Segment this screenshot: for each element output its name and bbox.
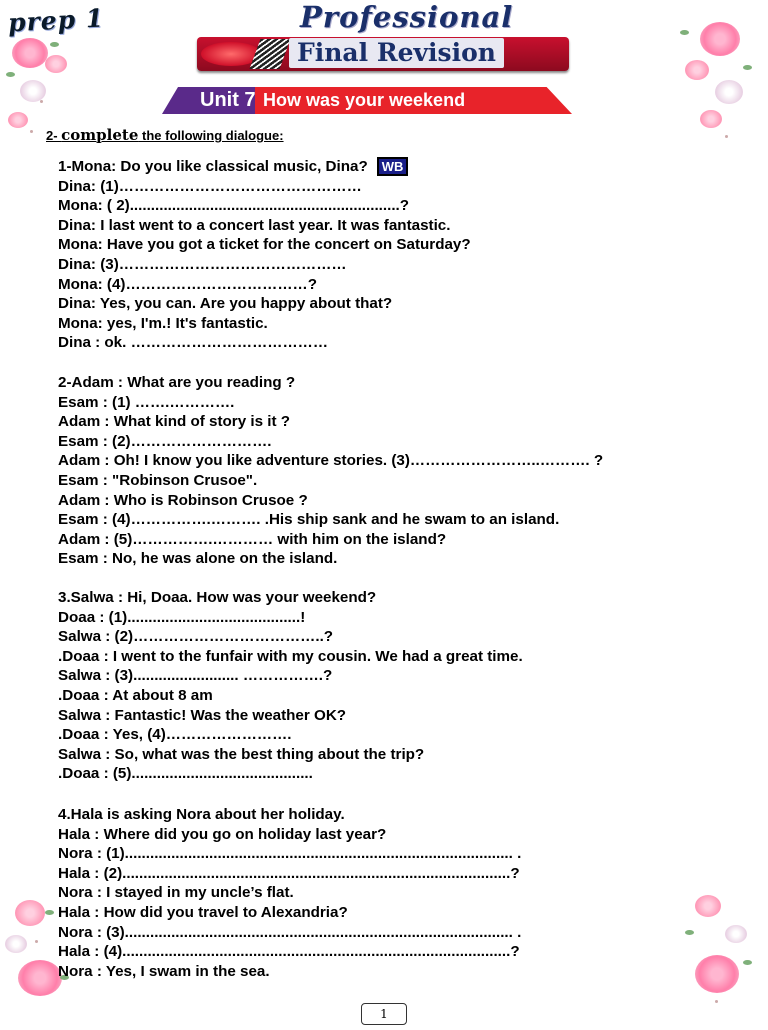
dialogue-line: Esam : (2)………………………. (58, 432, 272, 450)
dialogue-line: Salwa : Fantastic! Was the weather OK? (58, 706, 347, 724)
dialogue-1 (58, 157, 471, 353)
dialogue-line: Salwa : (2)………………………………..? (58, 628, 334, 646)
dialogue-line: Esam : No, he was alone on the island. (58, 550, 338, 568)
dialogue-line: Adam : Who is Robinson Crusoe ? (58, 491, 308, 509)
unit-number: Unit 7 (200, 89, 256, 111)
dialogue-line: Nora : (1)............................................................................................ . (58, 845, 522, 863)
dialogue-3 (58, 588, 523, 784)
dialogue-line: Dina : ok. ………………………………… (58, 334, 329, 352)
dialogue-line: 3.Salwa : Hi, Doaa. How was your weekend? (58, 589, 377, 606)
instruction-verb: complete (61, 126, 139, 144)
dialogue-line: Hala : (4)............................................................................................? (58, 943, 520, 961)
grade-label: prep 1 (7, 3, 105, 38)
flower-decoration-top-right (655, 10, 768, 160)
dialogue-2 (58, 373, 603, 569)
dialogue-line: Salwa : (3)......................... …………….? (58, 667, 333, 685)
dialogue-line: Adam : (5)…………….………… with him on the island? (58, 530, 447, 548)
dialogue-line: 1-Mona: Do you like classical music, Dina? WB (58, 157, 471, 177)
dialogue-line: Dina: (3)……………………………………… (58, 255, 347, 273)
dialogue-line: Mona: yes, I'm.! It's fantastic. (58, 314, 268, 332)
dialogue-line: Hala : Where did you go on holiday last year? (58, 825, 387, 843)
unit-bar (162, 87, 572, 114)
dialogue-line: Esam : (1) …….…………. (58, 393, 235, 411)
dialogue-line: Nora : (3)............................................................................................ . (58, 923, 522, 941)
dialogue-line: Mona: (4)………………………………? (58, 275, 318, 293)
dialogue-line: Esam : "Robinson Crusoe". (58, 471, 258, 489)
final-revision-banner (197, 37, 569, 71)
flower-decoration-top-left (0, 20, 115, 170)
dialogue-line: .Doaa : At about 8 am (58, 686, 213, 704)
dialogue-line: Mona: Have you got a ticket for the concert on Saturday? (58, 236, 471, 254)
dialogue-line: Dina: Yes, you can. Are you happy about that? (58, 295, 393, 313)
dialogue-line: 2-Adam : What are you reading ? (58, 374, 296, 391)
dialogue-line: .Doaa : I went to the funfair with my cousin. We had a great time. (58, 647, 523, 665)
instruction-number: 2- (46, 128, 62, 143)
dialogue-line: 4.Hala is asking Nora about her holiday. (58, 806, 345, 823)
dialogue-line: Doaa : (1).........................................! (58, 608, 306, 626)
dialogue-4 (58, 805, 521, 981)
dialogue-line: Hala : How did you travel to Alexandria? (58, 903, 348, 921)
dialogue-line: Nora : Yes, I swam in the sea. (58, 962, 270, 980)
exercise-instruction (46, 126, 284, 144)
dialogue-line: .Doaa : (5)........................................... (58, 765, 313, 783)
dialogue-line: Adam : What kind of story is it ? (58, 413, 291, 431)
dialogue-line: Mona: ( 2)................................................................? (58, 197, 410, 215)
dialogue-line: Salwa : So, what was the best thing about the trip? (58, 745, 425, 763)
instruction-text: the following dialogue: (138, 128, 284, 143)
dialogue-line: Esam : (4)…………….………. .His ship sank and he swam to an island. (58, 511, 560, 529)
brand-title: Professional (300, 0, 514, 34)
banner-stripe (250, 39, 291, 69)
dialogue-line: Adam : Oh! I know you like adventure stories. (3)……………………..………. ? (58, 452, 604, 470)
wb-badge: WB (377, 157, 409, 176)
dialogue-line: Nora : I stayed in my uncle’s flat. (58, 884, 294, 902)
dialogue-line: Dina: I last went to a concert last year. It was fantastic. (58, 216, 451, 234)
unit-title: How was your weekend (263, 90, 466, 110)
banner-title: Final Revision (289, 38, 504, 68)
flower-decoration-bottom-right (655, 880, 768, 1030)
dialogue-line: .Doaa : Yes, (4)……………………. (58, 726, 292, 744)
dialogue-line: Dina: (1)………………………………………… (58, 177, 362, 195)
dialogue-line: Hala : (2)............................................................................................? (58, 864, 520, 882)
page-number: 1 (361, 1003, 407, 1025)
